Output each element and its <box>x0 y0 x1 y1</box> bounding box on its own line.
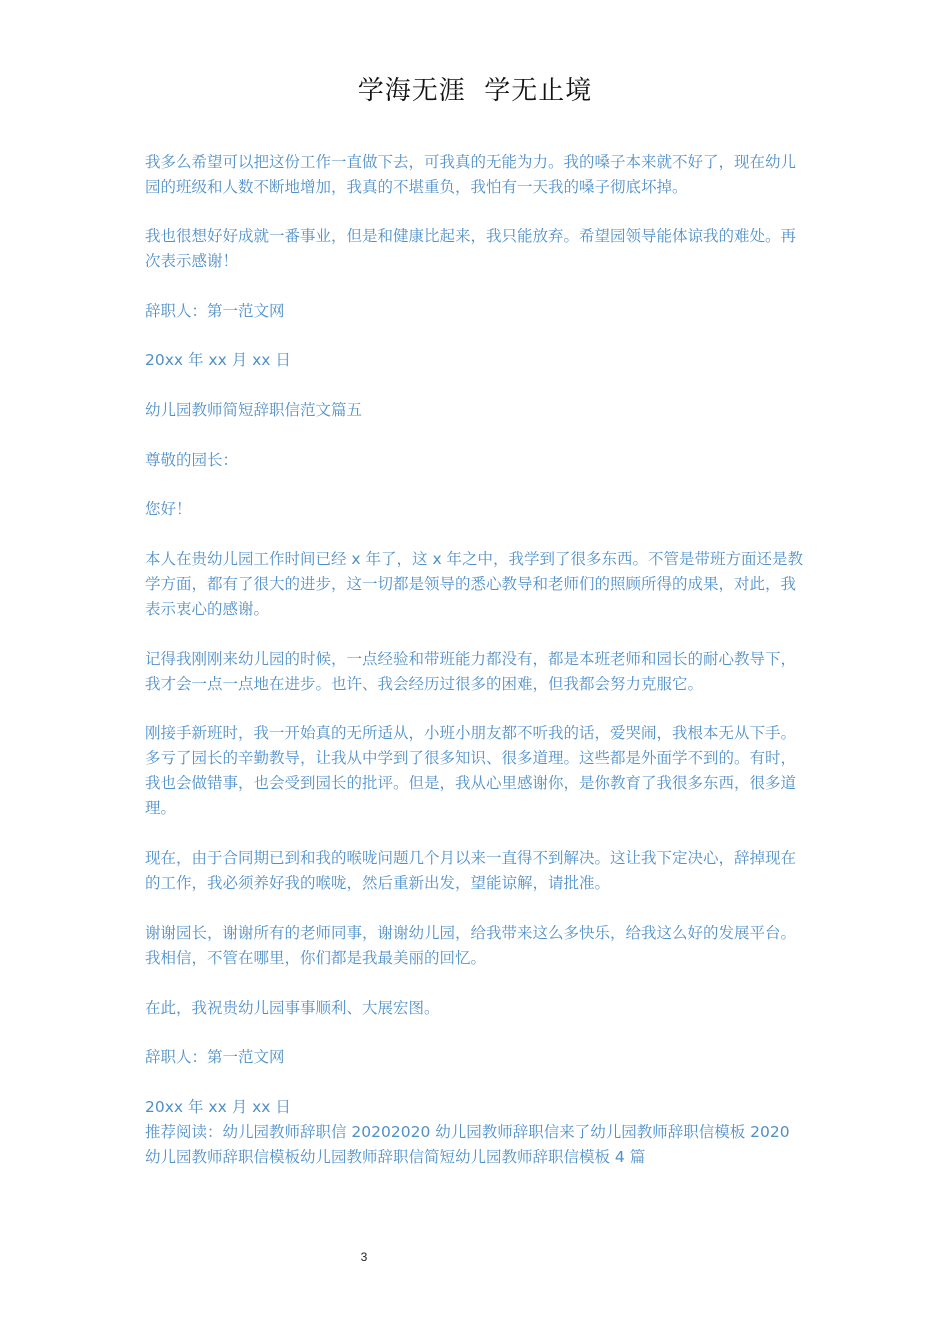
page-number: 3 <box>360 1250 368 1264</box>
section-title: 幼儿园教师简短辞职信范文篇五 <box>145 401 363 419</box>
salutation: 尊敬的园长： <box>145 451 239 469</box>
recommended-reading: 推荐阅读：幼儿园教师辞职信 20202020 幼儿园教师辞职信来了幼儿园教师辞职信模板 2020 幼儿园教师辞职信模板幼儿园教师辞职信简短幼儿园教师辞职信模板 4 篇 <box>145 1123 790 1166</box>
paragraph: 现在，由于合同期已到和我的喉咙问题几个月以来一直得不到解决。这让我下定决心，辞掉现在的工作，我必须养好我的喉咙，然后重新出发，望能谅解，请批准。 <box>145 849 797 892</box>
page-header-title: 学海无涯 学无止境 <box>357 76 593 106</box>
signature-line: 辞职人：第一范文网 <box>145 1048 285 1066</box>
paragraph: 我也很想好好成就一番事业，但是和健康比起来，我只能放弃。希望园领导能体谅我的难处。再次表示感谢！ <box>145 227 797 270</box>
paragraph: 刚接手新班时，我一开始真的无所适从，小班小朋友都不听我的话，爱哭闹，我根本无从下手。多亏了园长的辛勤教导，让我从中学到了很多知识、很多道理。这些都是外面学不到的。有时，我也会做错事，也会受到园长的批评。但是，我从心里感谢你，是你教育了我很多东西，很多道理。 <box>145 724 797 817</box>
paragraph: 在此，我祝贵幼儿园事事顺利、大展宏图。 <box>145 999 440 1017</box>
date-line: 20xx 年 xx 月 xx 日 <box>145 351 291 369</box>
paragraph: 本人在贵幼儿园工作时间已经 x 年了，这 x 年之中，我学到了很多东西。不管是带班方面还是教学方面，都有了很大的进步，这一切都是领导的悉心教导和老师们的照顾所得的成果，对此，我表示衷心的感谢。 <box>145 550 804 618</box>
paragraph: 我多么希望可以把这份工作一直做下去，可我真的无能为力。我的嗓子本来就不好了，现在幼儿园的班级和人数不断地增加，我真的不堪重负，我怕有一天我的嗓子彻底坏掉。 <box>145 153 797 196</box>
signature-line: 辞职人：第一范文网 <box>145 302 285 320</box>
paragraph: 记得我刚刚来幼儿园的时候，一点经验和带班能力都没有，都是本班老师和园长的耐心教导下，我才会一点一点地在进步。也许、我会经历过很多的困难，但我都会努力克服它。 <box>145 650 797 693</box>
paragraph: 谢谢园长，谢谢所有的老师同事，谢谢幼儿园，给我带来这么多快乐，给我这么好的发展平台。我相信，不管在哪里，你们都是我最美丽的回忆。 <box>145 924 797 967</box>
date-line: 20xx 年 xx 月 xx 日 <box>145 1098 291 1116</box>
greeting: 您好！ <box>145 500 192 518</box>
